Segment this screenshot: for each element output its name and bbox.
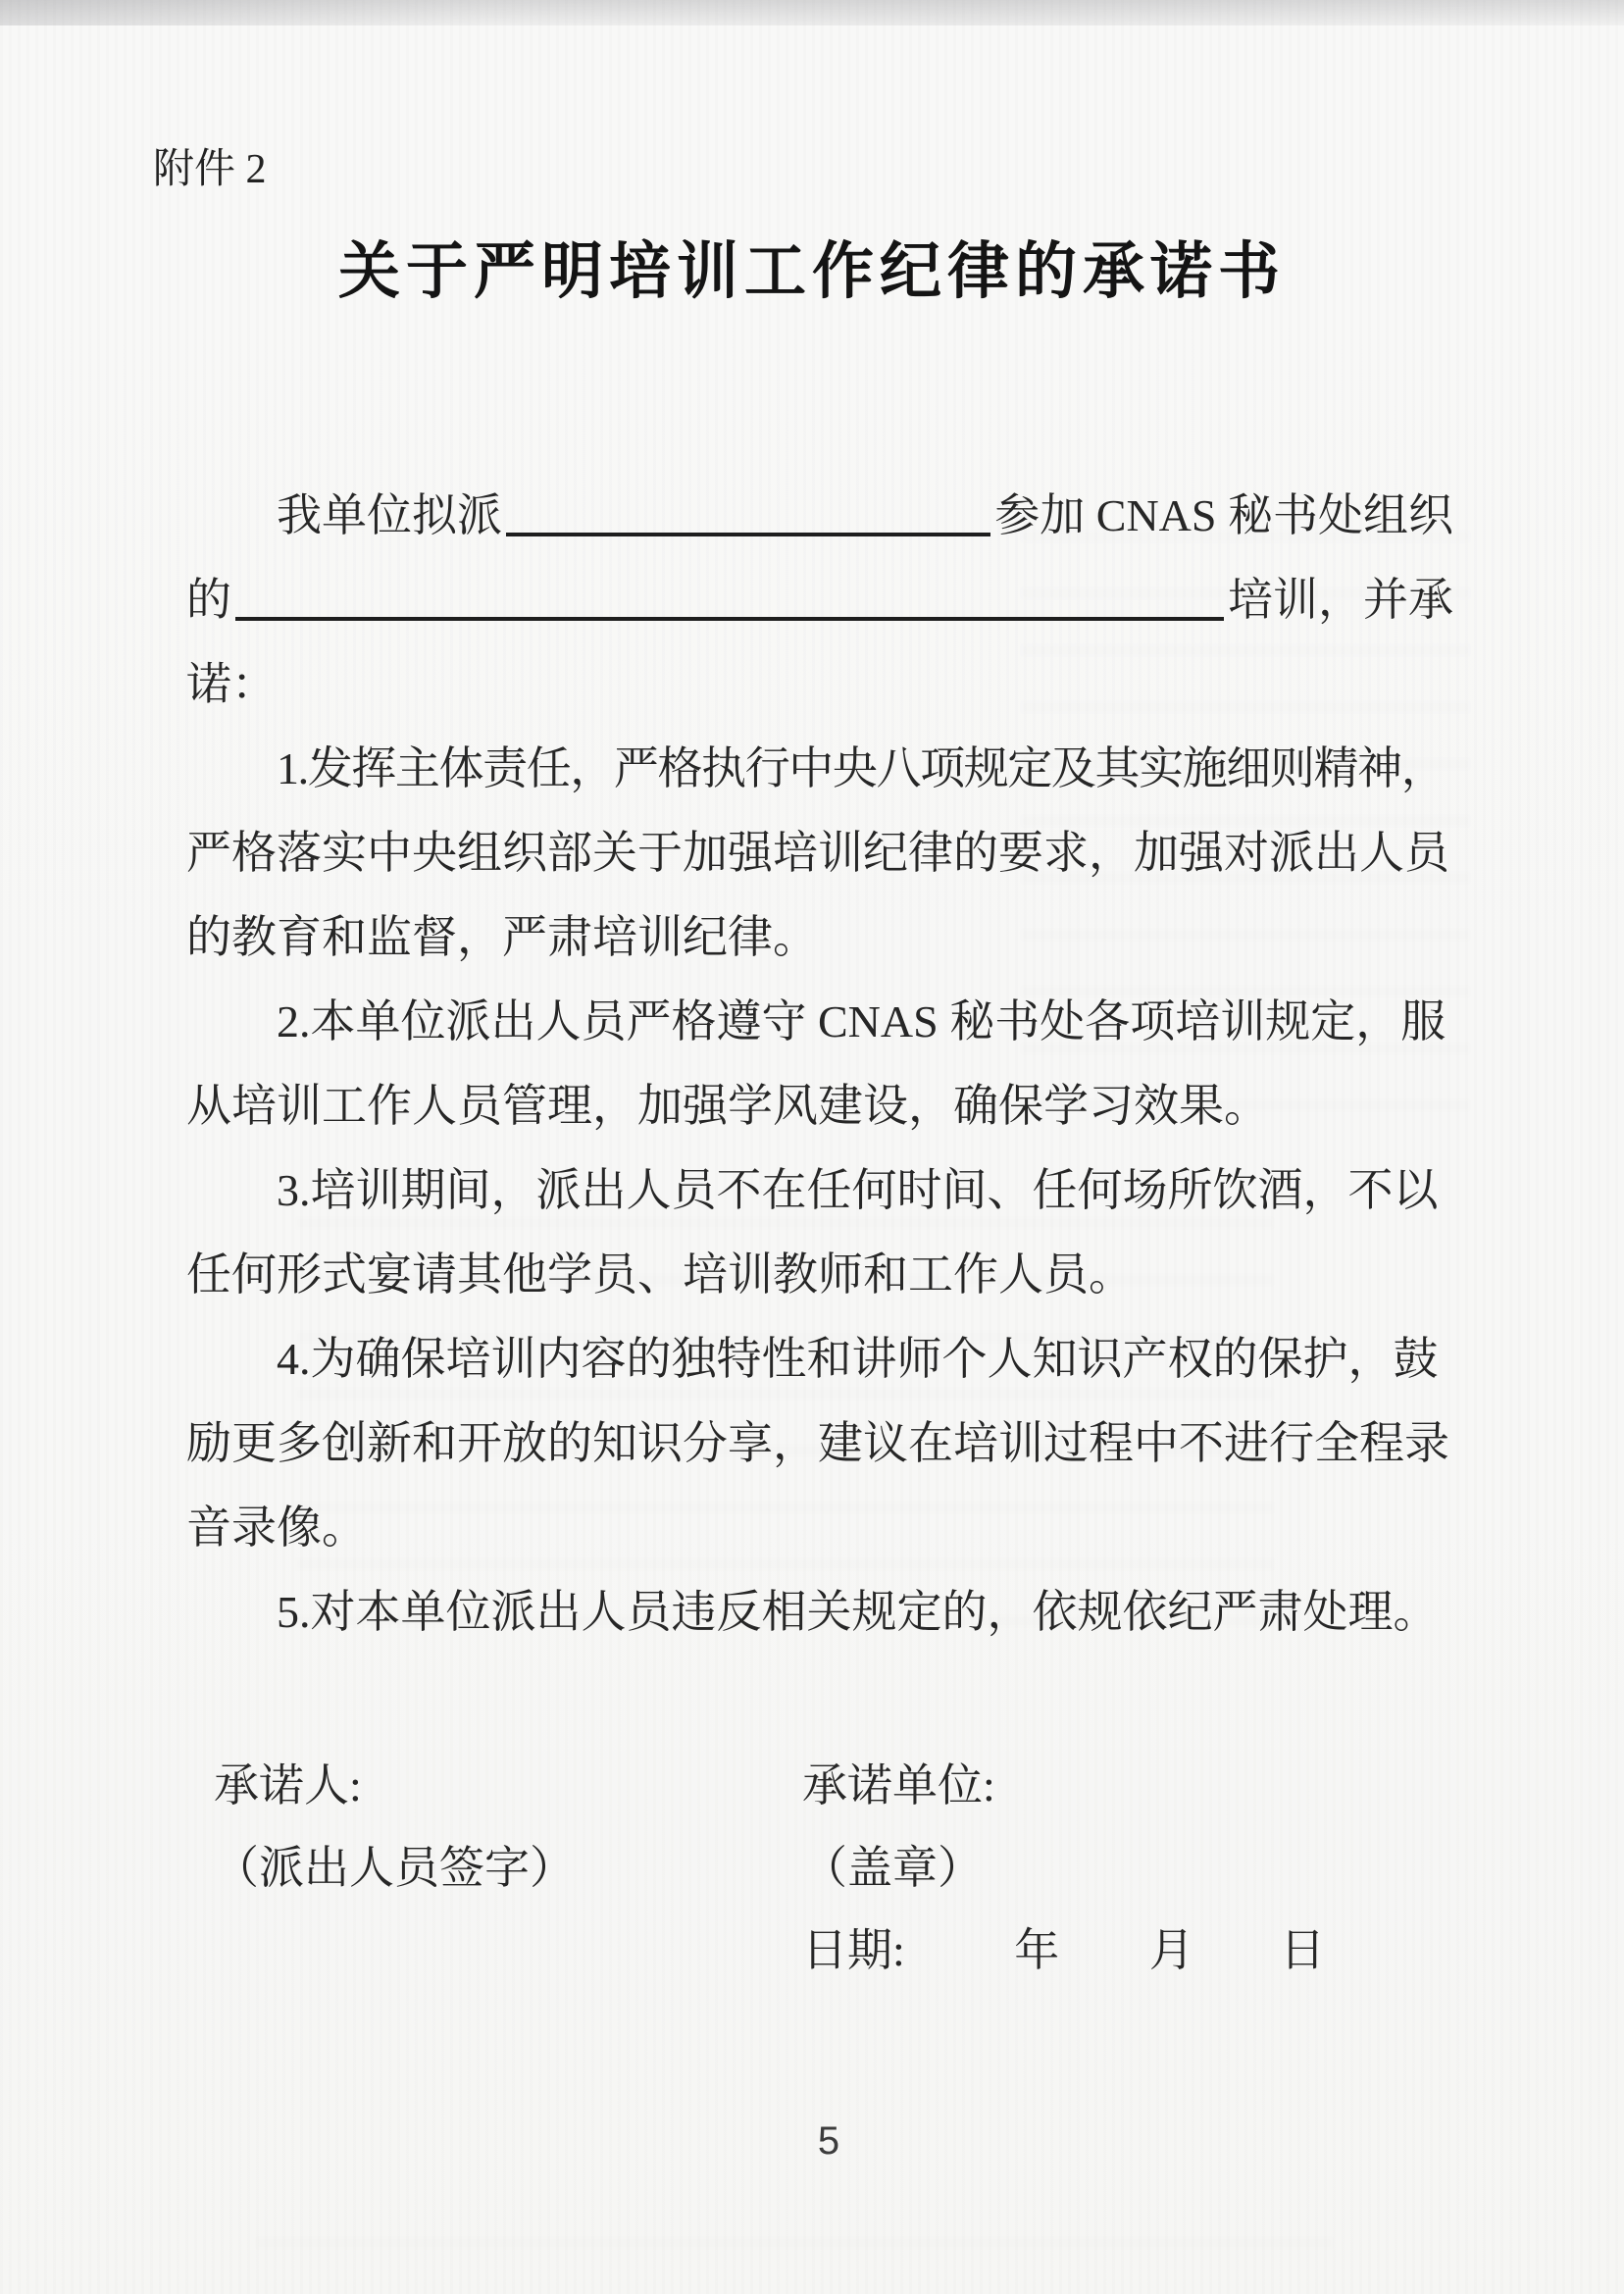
body-line: 从培训工作人员管理，加强学风建设，确保学习效果。 — [186, 1081, 1269, 1131]
bleed-through-artifact — [255, 2236, 1334, 2285]
promiser-label: 承诺人: — [214, 1760, 362, 1810]
body-line-item5: 5.对本单位派出人员违反相关规定的，依规依纪严肃处理。 — [277, 1587, 1439, 1637]
document-body — [186, 474, 1453, 1655]
body-line: 励更多创新和开放的知识分享，建议在培训过程中不进行全程录 — [186, 1418, 1449, 1468]
attachment-label: 附件 2 — [153, 147, 267, 192]
body-line-item1: 1.发挥主体责任，严格执行中央八项规定及其实施细则精神， — [277, 743, 1446, 793]
opening-line1-suffix: 参加 CNAS 秘书处组织 — [994, 490, 1453, 540]
document-title: 关于严明培训工作纪律的承诺书 — [338, 237, 1286, 306]
month-label: 月 — [1148, 1925, 1194, 1975]
body-line-item3: 3.培训期间，派出人员不在任何时间、任何场所饮酒，不以 — [277, 1165, 1439, 1215]
opening-line-1 — [186, 474, 1453, 558]
opening-line1-prefix: 我单位拟派 — [277, 490, 502, 540]
signature-block-promiser — [214, 1745, 575, 1910]
unit-seal-note: （盖章） — [802, 1843, 983, 1893]
opening-line2-suffix: 培训，并承 — [1228, 575, 1453, 625]
body-line: 的教育和监督，严肃培训纪律。 — [186, 912, 818, 962]
opening-line-2 — [186, 558, 1453, 642]
scan-artifact-top-edge — [0, 0, 1624, 25]
unit-label: 承诺单位: — [802, 1760, 995, 1810]
fill-in-blank-training — [235, 617, 1224, 621]
year-label: 年 — [1014, 1925, 1060, 1975]
fill-in-blank-personnel — [506, 533, 990, 536]
opening-line2-prefix: 的 — [186, 575, 231, 625]
body-line-item2: 2.本单位派出人员严格遵守 CNAS 秘书处各项培训规定，服 — [277, 996, 1446, 1046]
body-line-item4: 4.为确保培训内容的独特性和讲师个人知识产权的保护，鼓 — [277, 1334, 1439, 1384]
body-line: 严格落实中央组织部关于加强培训纪律的要求，加强对派出人员 — [186, 828, 1449, 878]
opening-line-3: 诺： — [186, 659, 277, 709]
date-label: 日期: — [802, 1925, 905, 1975]
page-number: 5 — [817, 2119, 840, 2163]
signature-block-unit — [802, 1745, 1325, 1992]
promiser-signature-note: （派出人员签字） — [214, 1843, 575, 1893]
date-line — [802, 1910, 1325, 1992]
body-line: 音录像。 — [186, 1503, 367, 1553]
body-line: 任何形式宴请其他学员、培训教师和工作人员。 — [186, 1249, 1134, 1300]
day-label: 日 — [1280, 1925, 1326, 1975]
